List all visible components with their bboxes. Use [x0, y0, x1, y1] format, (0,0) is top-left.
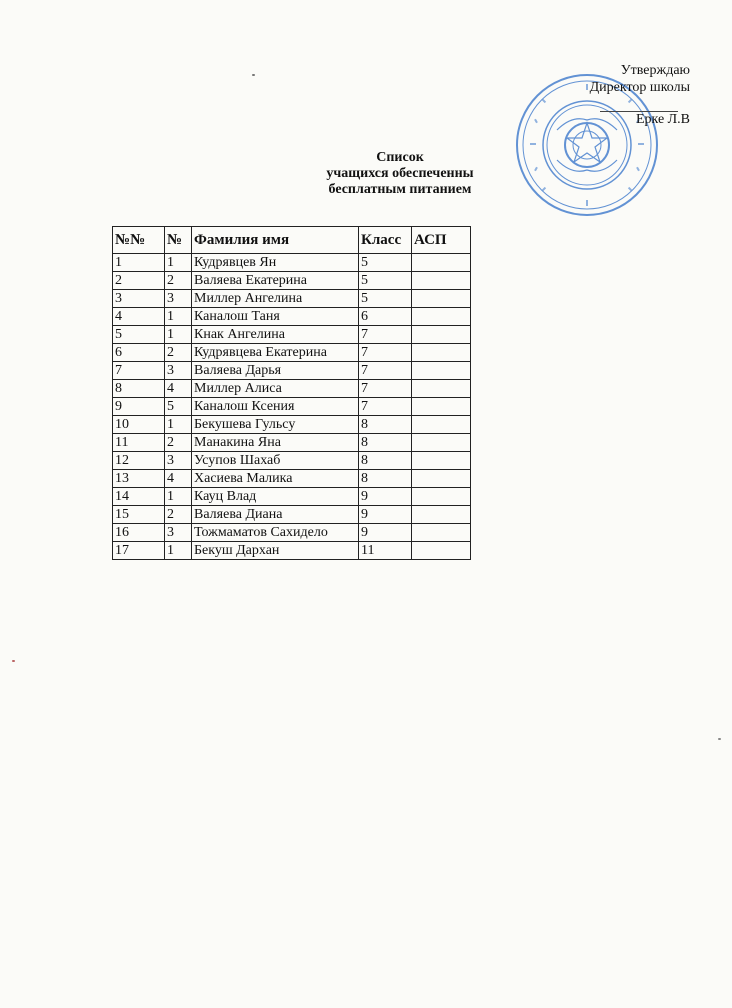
cell-grade: 9 — [359, 524, 412, 542]
table-row — [113, 542, 471, 560]
cell-grade: 11 — [359, 542, 412, 560]
cell-name: Миллер Ангелина — [192, 290, 359, 308]
table-row — [113, 362, 471, 380]
cell-name: Валяева Екатерина — [192, 272, 359, 290]
cell-class-number: 2 — [165, 506, 192, 524]
cell-total-number: 1 — [113, 254, 165, 272]
table-row — [113, 308, 471, 326]
cell-total-number: 14 — [113, 488, 165, 506]
cell-total-number: 4 — [113, 308, 165, 326]
table-row — [113, 254, 471, 272]
header-name: Фамилия имя — [192, 227, 359, 254]
cell-name: Усупов Шахаб — [192, 452, 359, 470]
cell-class-number: 1 — [165, 542, 192, 560]
table-header-row — [113, 227, 471, 254]
table-body — [113, 254, 471, 560]
cell-name: Каналош Таня — [192, 308, 359, 326]
cell-total-number: 17 — [113, 542, 165, 560]
cell-asp — [412, 326, 471, 344]
cell-asp — [412, 434, 471, 452]
cell-total-number: 5 — [113, 326, 165, 344]
cell-class-number: 3 — [165, 524, 192, 542]
cell-total-number: 16 — [113, 524, 165, 542]
cell-name: Кудрявцев Ян — [192, 254, 359, 272]
cell-class-number: 2 — [165, 272, 192, 290]
cell-total-number: 8 — [113, 380, 165, 398]
header-class-number: № — [165, 227, 192, 254]
cell-class-number: 5 — [165, 398, 192, 416]
cell-asp — [412, 308, 471, 326]
cell-name: Кнак Ангелина — [192, 326, 359, 344]
table-row — [113, 434, 471, 452]
cell-class-number: 1 — [165, 416, 192, 434]
cell-grade: 6 — [359, 308, 412, 326]
table-row — [113, 524, 471, 542]
cell-grade: 8 — [359, 452, 412, 470]
table-row — [113, 470, 471, 488]
cell-name: Бекуш Дархан — [192, 542, 359, 560]
cell-asp — [412, 344, 471, 362]
approval-label: Утверждаю — [620, 63, 690, 78]
cell-asp — [412, 488, 471, 506]
cell-grade: 8 — [359, 434, 412, 452]
cell-class-number: 3 — [165, 452, 192, 470]
table-row — [113, 290, 471, 308]
document-title — [250, 150, 550, 198]
cell-grade: 5 — [359, 290, 412, 308]
cell-asp — [412, 290, 471, 308]
cell-name: Манакина Яна — [192, 434, 359, 452]
cell-class-number: 3 — [165, 362, 192, 380]
cell-total-number: 10 — [113, 416, 165, 434]
cell-name: Каналош Ксения — [192, 398, 359, 416]
cell-asp — [412, 398, 471, 416]
cell-class-number: 2 — [165, 344, 192, 362]
cell-name: Валяева Диана — [192, 506, 359, 524]
header-asp: АСП — [412, 227, 471, 254]
approval-block — [560, 62, 690, 128]
scan-speck — [252, 74, 255, 76]
title-line-1: Список — [376, 150, 424, 165]
title-line-2: учащихся обеспеченны — [326, 166, 474, 181]
cell-grade: 7 — [359, 380, 412, 398]
cell-asp — [412, 524, 471, 542]
cell-class-number: 1 — [165, 326, 192, 344]
title-line-3: бесплатным питанием — [328, 182, 472, 197]
cell-grade: 9 — [359, 488, 412, 506]
cell-name: Валяева Дарья — [192, 362, 359, 380]
approval-signatory: Ерке Л.В — [635, 112, 690, 127]
table-row — [113, 380, 471, 398]
table-row — [113, 398, 471, 416]
cell-grade: 7 — [359, 326, 412, 344]
table-row — [113, 452, 471, 470]
table-row — [113, 272, 471, 290]
students-table — [112, 226, 471, 560]
cell-class-number: 1 — [165, 488, 192, 506]
cell-total-number: 13 — [113, 470, 165, 488]
cell-grade: 8 — [359, 470, 412, 488]
scan-speck — [718, 738, 721, 740]
cell-class-number: 1 — [165, 254, 192, 272]
cell-asp — [412, 362, 471, 380]
cell-total-number: 12 — [113, 452, 165, 470]
cell-asp — [412, 470, 471, 488]
cell-name: Кудрявцева Екатерина — [192, 344, 359, 362]
signature-line — [600, 111, 678, 112]
cell-asp — [412, 416, 471, 434]
approval-position: Директор школы — [589, 80, 690, 95]
cell-asp — [412, 542, 471, 560]
cell-asp — [412, 380, 471, 398]
header-grade: Класс — [359, 227, 412, 254]
cell-grade: 7 — [359, 344, 412, 362]
header-total-number: №№ — [113, 227, 165, 254]
cell-total-number: 9 — [113, 398, 165, 416]
cell-class-number: 3 — [165, 290, 192, 308]
cell-grade: 8 — [359, 416, 412, 434]
cell-total-number: 11 — [113, 434, 165, 452]
cell-total-number: 7 — [113, 362, 165, 380]
scan-speck — [12, 660, 15, 662]
table-row — [113, 326, 471, 344]
cell-class-number: 1 — [165, 308, 192, 326]
cell-asp — [412, 452, 471, 470]
cell-grade: 5 — [359, 272, 412, 290]
cell-name: Кауц Влад — [192, 488, 359, 506]
cell-total-number: 3 — [113, 290, 165, 308]
table-row — [113, 506, 471, 524]
cell-grade: 7 — [359, 398, 412, 416]
cell-grade: 7 — [359, 362, 412, 380]
cell-class-number: 4 — [165, 470, 192, 488]
cell-name: Миллер Алиса — [192, 380, 359, 398]
cell-asp — [412, 254, 471, 272]
cell-grade: 5 — [359, 254, 412, 272]
cell-name: Хасиева Малика — [192, 470, 359, 488]
cell-name: Тожмаматов Сахидело — [192, 524, 359, 542]
cell-total-number: 6 — [113, 344, 165, 362]
cell-asp — [412, 506, 471, 524]
cell-asp — [412, 272, 471, 290]
table-row — [113, 488, 471, 506]
cell-total-number: 2 — [113, 272, 165, 290]
table-row — [113, 416, 471, 434]
table-row — [113, 344, 471, 362]
cell-grade: 9 — [359, 506, 412, 524]
cell-total-number: 15 — [113, 506, 165, 524]
cell-class-number: 2 — [165, 434, 192, 452]
cell-class-number: 4 — [165, 380, 192, 398]
cell-name: Бекушева Гульсу — [192, 416, 359, 434]
